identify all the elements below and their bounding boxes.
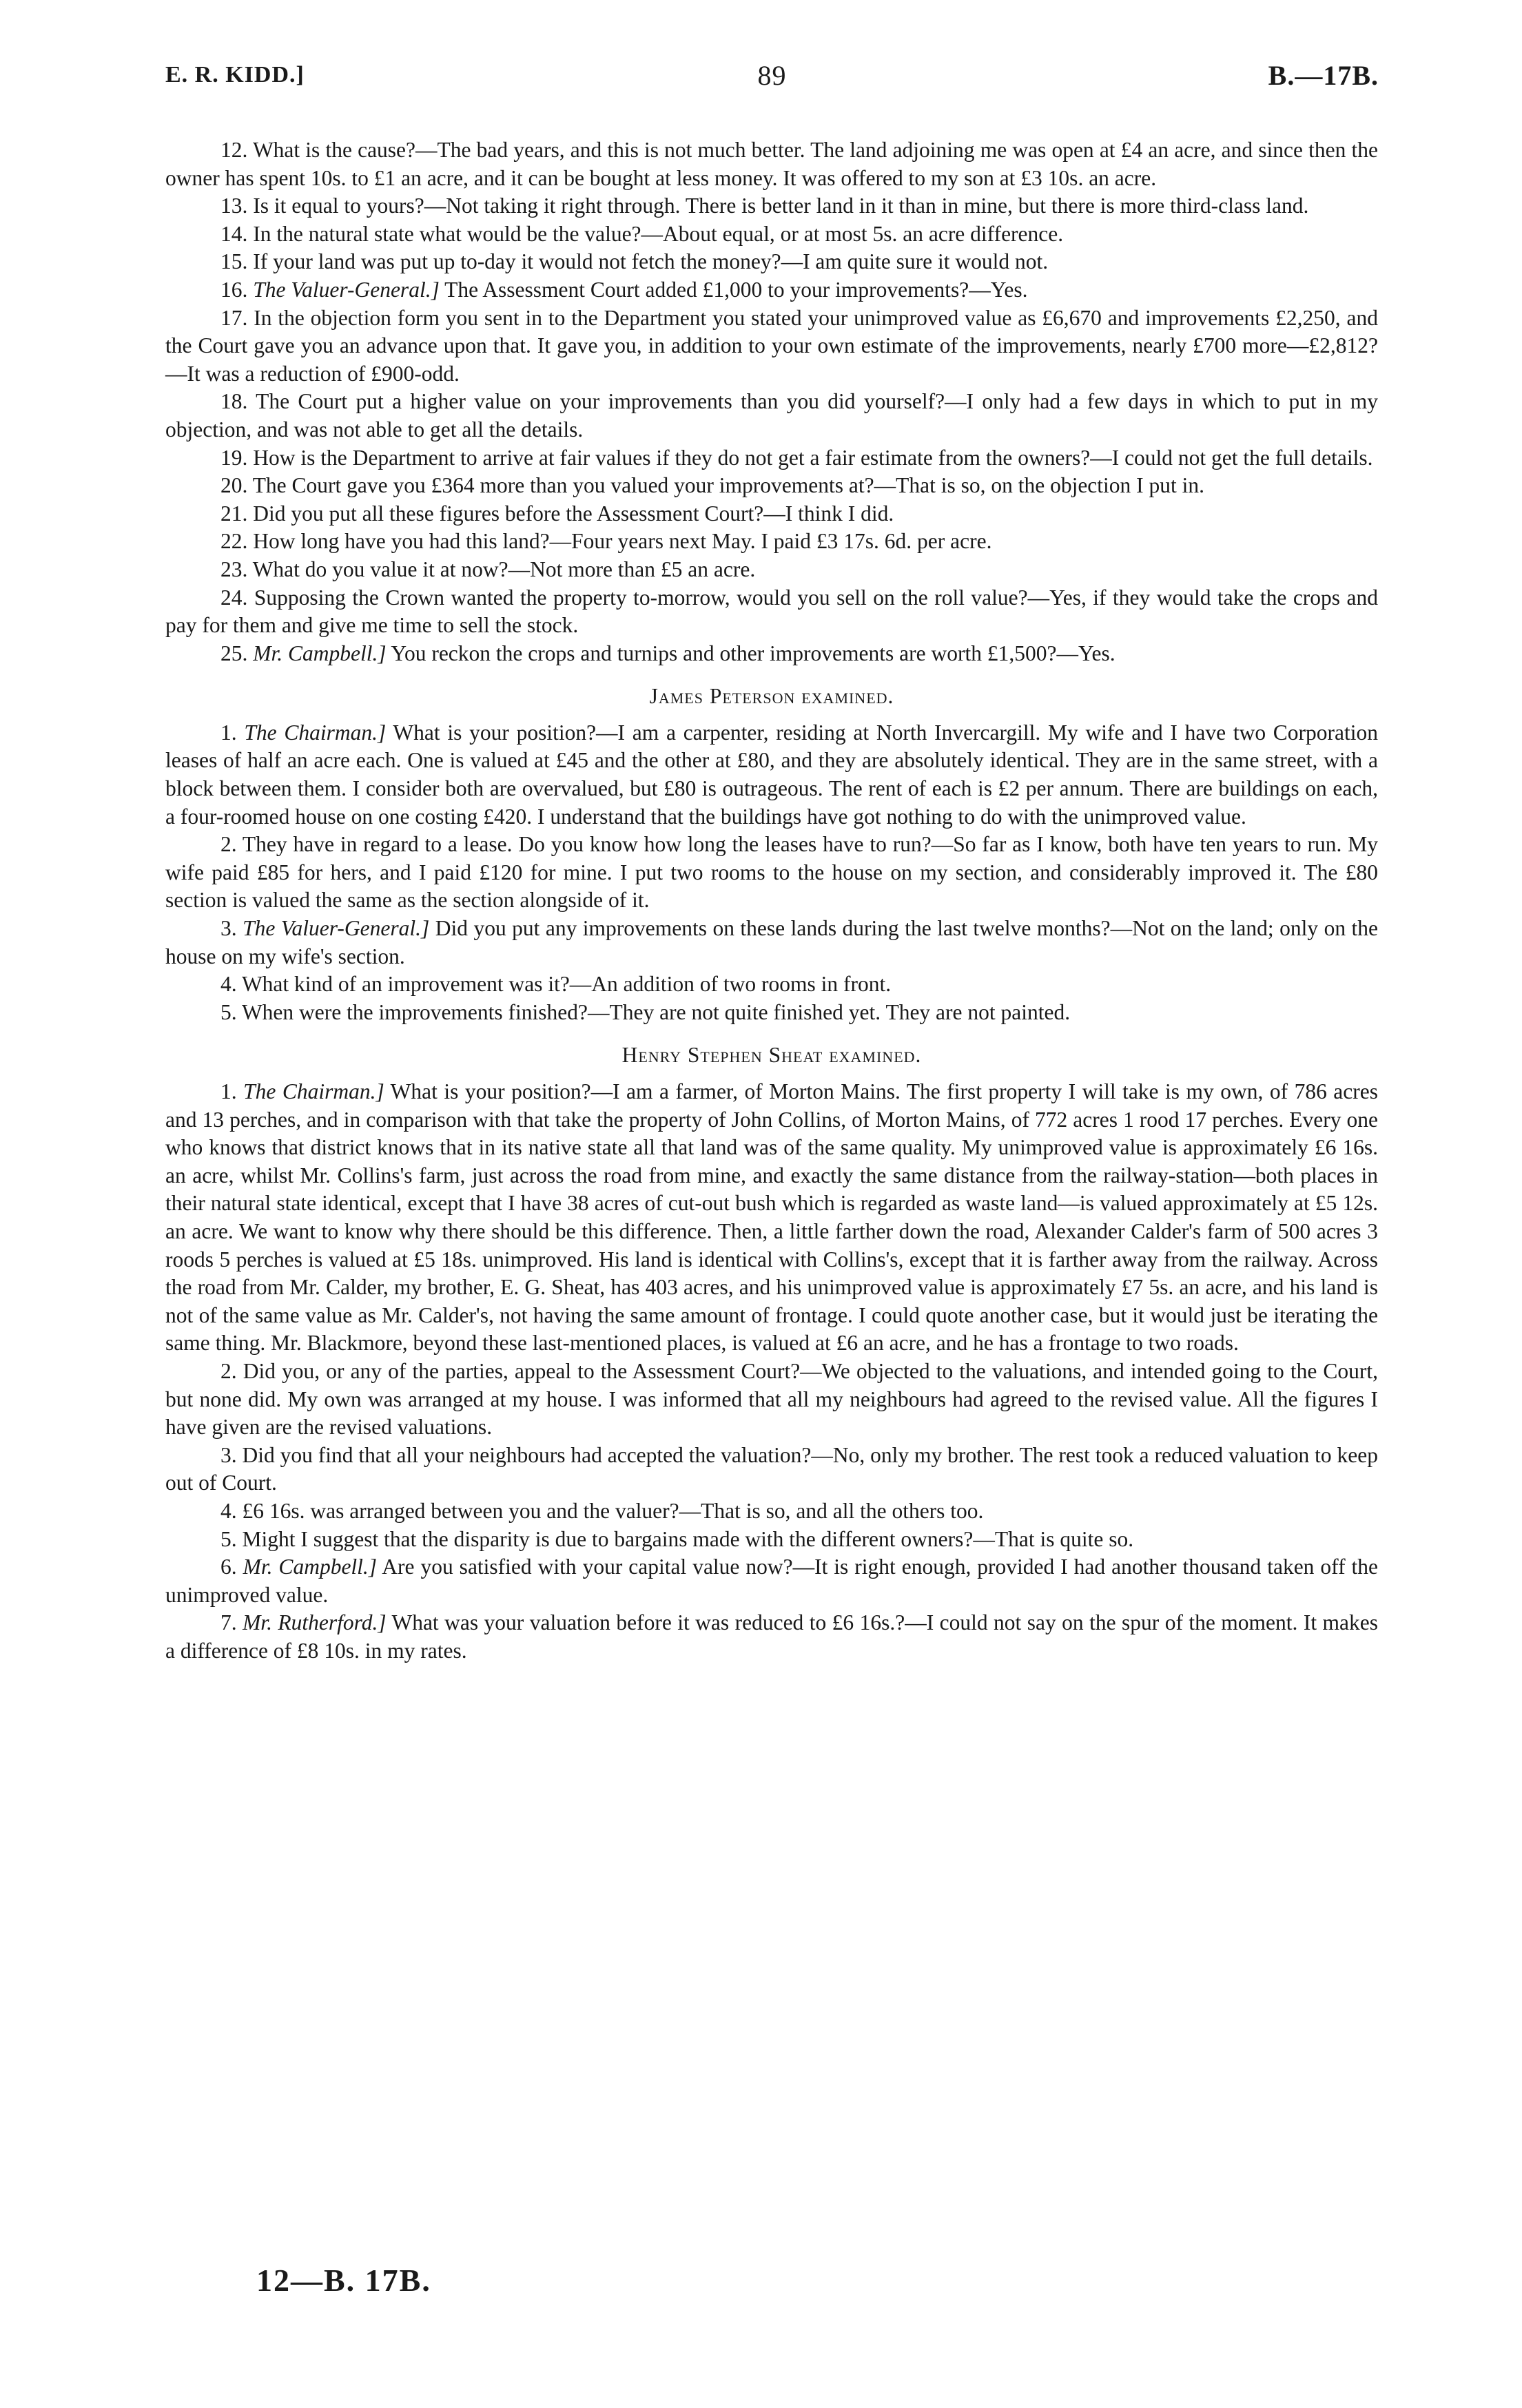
question-text: Is it equal to yours?—Not taking it right through. There is better land in it than in mine, but there is more third-class land. <box>253 194 1309 218</box>
question-text: What is your position?—I am a farmer, of Morton Mains. The first property I will take is my own, of 786 acres and 13 perches, and in comparison with that take the property of John Collins, of Morton Mains, of 772 acres 1 rood 17 perches. Every one who knows that district knows that in its native state all that land was of the same quality. My unimproved value is approximately £6 16s. an acre, whilst Mr. Collins's farm, just across the road from mine, and exactly the same distance from the railway-station—both places in their natural state identical, except that I have 38 acres of cut-out bush which is regarded as waste land—is valued approximately at £5 12s. an acre. We want to know why there should be this difference. Then, a little farther down the road, Alexander Calder's farm of 500 acres 3 roods 5 perches is valued at £5 18s. unimproved. His land is identical with Collins's, except that it is farther away from the railway. Across the road from Mr. Calder, my brother, E. G. Sheat, has 403 acres, and his unimproved value is approximately £7 5s. an acre, and his land is not of the same value as Mr. Calder's, not having the same amount of frontage. I could quote another case, but it would just be iterating the same thing. Mr. Blackmore, beyond these last-mentioned places, is valued at £6 an acre, and he has a frontage to two roads. <box>165 1079 1378 1356</box>
speaker-label: Mr. Campbell.] <box>243 1555 378 1579</box>
testimony-paragraph <box>165 584 1378 640</box>
testimony-paragraph <box>165 528 1378 556</box>
question-number: 3. <box>220 1442 237 1467</box>
question-text: When were the improvements finished?—They are not quite finished yet. They are not painted. <box>241 999 1071 1024</box>
speaker-label: Mr. Campbell.] <box>253 641 387 665</box>
question-number: 22. <box>220 529 248 554</box>
testimony-paragraph <box>165 444 1378 473</box>
question-number: 24. <box>220 585 248 610</box>
question-text: They have in regard to a lease. Do you know how long the leases have to run?—So far as I know, both have ten years to run. My wife paid £85 for hers, and I paid £120 for mine. I put two rooms to the house on my section, and considerably improved it. The £80 section is valued the same as the section alongside of it. <box>165 832 1378 913</box>
question-text: How is the Department to arrive at fair values if they do not get a fair estimate from the owners?—I could not get the full details. <box>253 445 1373 470</box>
testimony-paragraph <box>165 248 1378 276</box>
header-document-code: B.—17B. <box>1268 60 1379 91</box>
question-text: You reckon the crops and turnips and other improvements are worth £1,500?—Yes. <box>391 641 1115 665</box>
speaker-label: Mr. Rutherford.] <box>243 1610 387 1635</box>
question-number: 7. <box>220 1610 237 1635</box>
testimony-paragraph <box>165 192 1378 220</box>
speaker-label: The Chairman.] <box>243 1079 384 1103</box>
page-number: 89 <box>757 60 787 91</box>
question-text: How long have you had this land?—Four years next May. I paid £3 17s. 6d. per acre. <box>253 529 992 554</box>
question-number: 13. <box>220 194 248 218</box>
section-heading-sheat: Henry Stephen Sheat examined. <box>621 1043 922 1068</box>
testimony-paragraph <box>165 276 1378 304</box>
footer-signature: 12—B. 17B. <box>256 2263 431 2298</box>
question-text: Did you find that all your neighbours had accepted the valuation?—No, only my brother. The rest took a reduced valuation to keep out of Court. <box>165 1442 1379 1495</box>
question-number: 4. <box>220 1498 237 1523</box>
testimony-paragraph <box>165 831 1378 915</box>
question-number: 17. <box>220 305 248 330</box>
question-text: If your land was put up to-day it would not fetch the money?—I am quite sure it would not. <box>253 249 1049 274</box>
testimony-paragraph <box>165 1526 1378 1554</box>
testimony-paragraph <box>165 971 1378 999</box>
testimony-paragraph <box>165 1609 1378 1665</box>
page-header <box>165 59 1379 101</box>
testimony-paragraph <box>165 136 1378 192</box>
testimony-paragraph <box>165 1553 1378 1609</box>
testimony-paragraph <box>165 220 1378 249</box>
question-text: Did you put all these figures before the Assessment Court?—I think I did. <box>253 501 894 526</box>
question-text: What kind of an improvement was it?—An addition of two rooms in front. <box>241 972 892 997</box>
testimony-paragraph <box>165 1497 1378 1526</box>
question-text: What is the cause?—The bad years, and this is not much better. The land adjoining me was open at £4 an acre, and since then the owner has spent 10s. to £1 an acre, and it can be bought at less money. It was offered to my son at £3 10s. an acre. <box>165 138 1378 190</box>
question-text: Might I suggest that the disparity is due to bargains made with the different owners?—That is quite so. <box>242 1526 1134 1551</box>
question-text: What do you value it at now?—Not more than £5 an acre. <box>252 557 756 581</box>
question-text: In the natural state what would be the value?—About equal, or at most 5s. an acre difference. <box>253 221 1064 246</box>
testimony-paragraph <box>165 915 1378 971</box>
testimony-part-3 <box>165 1078 1378 1665</box>
speaker-label: The Chairman.] <box>244 720 387 745</box>
question-number: 15. <box>220 249 248 274</box>
question-number: 19. <box>220 445 248 470</box>
question-number: 14. <box>220 221 248 246</box>
question-number: 12. <box>220 138 248 162</box>
question-number: 25. <box>220 641 248 665</box>
question-number: 1. <box>220 1079 237 1103</box>
question-text: Did you put any improvements on these lands during the last twelve months?—Not on the land; only on the house on my wife's section. <box>165 916 1379 968</box>
section-heading-peterson: James Peterson examined. <box>649 684 894 709</box>
question-text: Did you, or any of the parties, appeal to the Assessment Court?—We objected to the valuations, and intended going to the Court, but none did. My own was arranged at my house. I was informed that all my neighbours had agreed to the revised value. All the figures I have given are the revised valuations. <box>165 1358 1379 1440</box>
testimony-paragraph <box>165 388 1378 444</box>
question-number: 5. <box>220 1526 237 1551</box>
question-text: Are you satisfied with your capital value now?—It is right enough, provided I had another thousand taken off the unimproved value. <box>165 1555 1378 1607</box>
question-text: The Court put a higher value on your improvements than you did yourself?—I only had a few days in which to put in my objection, and was not able to get all the details. <box>165 389 1378 442</box>
question-number: 3. <box>220 916 237 941</box>
testimony-part-1 <box>165 136 1378 667</box>
header-witness-name: E. R. KIDD.] <box>165 62 305 87</box>
question-number: 4. <box>220 972 237 997</box>
question-number: 18. <box>220 389 248 414</box>
question-text: The Court gave you £364 more than you valued your improvements at?—That is so, on the objection I put in. <box>252 473 1205 498</box>
question-text: The Assessment Court added £1,000 to your improvements?—Yes. <box>444 277 1028 302</box>
testimony-paragraph <box>165 1442 1378 1497</box>
question-number: 2. <box>220 1358 237 1383</box>
testimony-paragraph <box>165 1078 1378 1358</box>
question-text: What was your valuation before it was reduced to £6 16s.?—I could not say on the spur of the moment. It makes a difference of £8 10s. in my rates. <box>165 1610 1379 1663</box>
page-body <box>165 136 1378 1665</box>
question-number: 23. <box>220 557 248 581</box>
question-number: 20. <box>220 473 248 498</box>
question-number: 1. <box>220 720 237 745</box>
speaker-label: The Valuer-General.] <box>243 916 430 941</box>
testimony-paragraph <box>165 640 1378 668</box>
testimony-paragraph <box>165 472 1378 500</box>
speaker-label: The Valuer-General.] <box>253 277 440 302</box>
testimony-part-2 <box>165 719 1378 1027</box>
question-text: In the objection form you sent in to the Department you stated your unimproved value as £6,670 and improvements £2,250, and the Court gave you an advance upon that. It gave you, in addition to your own estimate of the improvements, nearly £700 more—£2,812?—It was a reduction of £900-odd. <box>165 305 1378 386</box>
question-text: £6 16s. was arranged between you and the valuer?—That is so, and all the others too. <box>242 1498 984 1523</box>
testimony-paragraph <box>165 999 1378 1027</box>
question-text: Supposing the Crown wanted the property to-morrow, would you sell on the roll value?—Yes, if they would take the crops and pay for them and give me time to sell the stock. <box>165 585 1379 638</box>
testimony-paragraph <box>165 500 1378 528</box>
testimony-paragraph <box>165 556 1378 584</box>
question-number: 21. <box>220 501 248 526</box>
question-number: 16. <box>220 277 248 302</box>
question-text: What is your position?—I am a carpenter, residing at North Invercargill. My wife and I have two Corporation leases of half an acre each. One is valued at £45 and the other at £80, and they are absolutely identical. They are in the same street, with a block between them. I consider both are overvalued, but £80 is outrageous. The rent of each is £2 per annum. There are buildings on each, a four-roomed house on one costing £420. I understand that the buildings have got nothing to do with the unimproved value. <box>165 720 1379 829</box>
question-number: 6. <box>220 1555 237 1579</box>
testimony-paragraph <box>165 719 1378 831</box>
question-number: 5. <box>220 999 237 1024</box>
testimony-paragraph <box>165 304 1378 388</box>
testimony-paragraph <box>165 1358 1378 1442</box>
question-number: 2. <box>220 832 237 857</box>
